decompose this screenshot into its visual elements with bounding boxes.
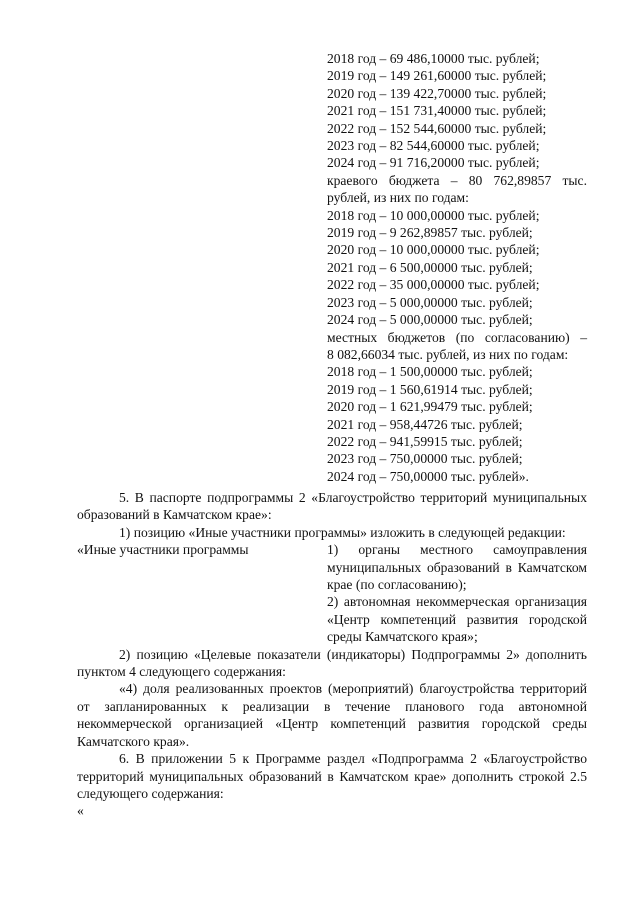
- funding-line: 2024 год – 91 716,20000 тыс. рублей;: [327, 155, 540, 171]
- paragraph-5: 5. В паспорте подпрограммы 2 «Благоустройство территорий муниципальных образований в Камчатском крае»:: [77, 490, 587, 523]
- regional-line: 2024 год – 5 000,00000 тыс. рублей;: [327, 312, 533, 328]
- funding-line: 2023 год – 82 544,60000 тыс. рублей;: [327, 138, 540, 154]
- local-line: 2023 год – 750,00000 тыс. рублей;: [327, 451, 523, 467]
- funding-line: 2019 год – 149 261,60000 тыс. рублей;: [327, 68, 547, 84]
- paragraph-6: 6. В приложении 5 к Программе раздел «Подпрограмма 2 «Благоустройство территорий муниципальных образований в Камчатском крае» дополнить строкой 2.5 следующего содержания:: [77, 751, 587, 801]
- funding-line: 2022 год – 152 544,60000 тыс. рублей;: [327, 120, 547, 136]
- participant-item: 1) органы местного самоуправления муниципальных образований в Камчатском крае (по согласованию);: [327, 542, 587, 593]
- local-line: 2018 год – 1 500,00000 тыс. рублей;: [327, 364, 533, 380]
- local-line: 2022 год – 941,59915 тыс. рублей;: [327, 433, 523, 449]
- local-line: 2024 год – 750,00000 тыс. рублей».: [327, 468, 529, 484]
- paragraph-5-item-2: 2) позицию «Целевые показатели (индикаторы) Подпрограммы 2» дополнить пунктом 4 следующего содержания:: [77, 646, 587, 680]
- funding-line: 2018 год – 69 486,10000 тыс. рублей;: [327, 51, 540, 66]
- local-budget-header: местных бюджетов (по согласованию) –: [327, 329, 587, 345]
- trailing-quote-mark: «: [77, 803, 84, 819]
- regional-budget-header-cont: рублей, из них по годам:: [327, 190, 469, 206]
- local-line: 2021 год – 958,44726 тыс. рублей;: [327, 416, 523, 432]
- regional-line: 2023 год – 5 000,00000 тыс. рублей;: [327, 294, 533, 310]
- regional-line: 2019 год – 9 262,89857 тыс. рублей;: [327, 225, 533, 241]
- participants-table-row: [77, 541, 587, 645]
- local-line: 2019 год – 1 560,61914 тыс. рублей;: [327, 381, 533, 397]
- participants-values: [327, 541, 587, 645]
- local-budget-header-cont: 8 082,66034 тыс. рублей, из них по годам:: [327, 346, 569, 362]
- paragraph-5-item-2-quote: «4) доля реализованных проектов (мероприятий) благоустройства территорий от запланированных к реализации в течение планового года автономной некоммерческой организацией «Центр компетенций развития городской среды Камчатского края».: [77, 681, 587, 749]
- funding-line: 2020 год – 139 422,70000 тыс. рублей;: [327, 85, 547, 101]
- regional-line: 2018 год – 10 000,00000 тыс. рублей;: [327, 207, 540, 223]
- funding-line: 2021 год – 151 731,40000 тыс. рублей;: [327, 103, 547, 119]
- regional-line: 2022 год – 35 000,00000 тыс. рублей;: [327, 277, 540, 293]
- regional-budget-header: краевого бюджета – 80 762,89857 тыс.: [327, 172, 587, 188]
- participants-label: «Иные участники программы: [77, 542, 249, 558]
- regional-line: 2021 год – 6 500,00000 тыс. рублей;: [327, 259, 533, 275]
- regional-line: 2020 год – 10 000,00000 тыс. рублей;: [327, 242, 540, 258]
- funding-column: [327, 50, 587, 485]
- participant-item: 2) автономная некоммерческая организация «Центр компетенций развития городской среды Камчатского края»;: [327, 594, 587, 645]
- paragraph-5-item-1: 1) позицию «Иные участники программы» изложить в следующей редакции:: [119, 524, 566, 540]
- local-line: 2020 год – 1 621,99479 тыс. рублей;: [327, 399, 533, 415]
- amendments-text: [77, 489, 587, 820]
